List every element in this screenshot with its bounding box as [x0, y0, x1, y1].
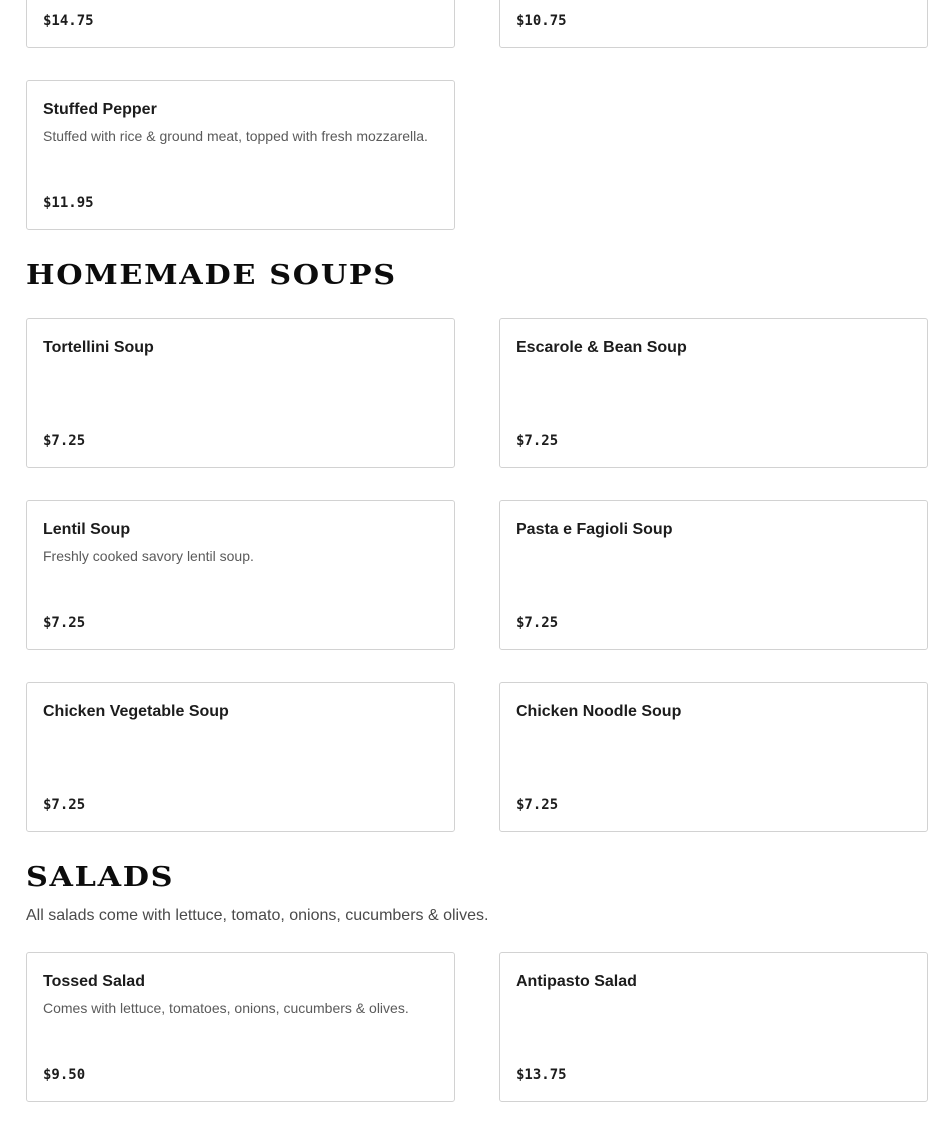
menu-item-name: Lentil Soup [43, 521, 131, 538]
menu-item-card[interactable] [499, 318, 928, 468]
menu-item-price: $7.25 [43, 433, 86, 449]
menu-item-card[interactable] [499, 0, 928, 48]
menu-item-name: Antipasto Salad [516, 973, 637, 990]
menu-item-price: $14.75 [43, 13, 94, 29]
menu-item-card[interactable] [26, 80, 455, 230]
menu-item-description: Freshly cooked savory lentil soup. [43, 548, 254, 564]
menu-item-card[interactable] [26, 952, 455, 1102]
menu-item-card[interactable] [26, 682, 455, 832]
section-title-salads: SALADS [26, 862, 175, 893]
section-title-soups: HOMEMADE SOUPS [26, 260, 397, 291]
menu-item-price: $11.95 [43, 195, 94, 211]
menu-item-description: Comes with lettuce, tomatoes, onions, cucumbers & olives. [43, 1000, 409, 1016]
menu-item-price: $7.25 [516, 797, 559, 813]
menu-item-price: $7.25 [43, 797, 86, 813]
menu-item-price: $7.25 [516, 433, 559, 449]
menu-item-name: Chicken Vegetable Soup [43, 703, 229, 720]
menu-item-price: $7.25 [516, 615, 559, 631]
menu-item-card[interactable] [499, 682, 928, 832]
menu-item-card[interactable] [499, 952, 928, 1102]
menu-item-name: Tortellini Soup [43, 339, 154, 356]
menu-item-description: Stuffed with rice & ground meat, topped with fresh mozzarella. [43, 128, 428, 144]
menu-item-price: $13.75 [516, 1067, 567, 1083]
menu-item-name: Pasta e Fagioli Soup [516, 521, 673, 538]
menu-item-price: $7.25 [43, 615, 86, 631]
menu-item-card[interactable] [26, 0, 455, 48]
menu-item-price: $9.50 [43, 1067, 86, 1083]
menu-item-price: $10.75 [516, 13, 567, 29]
menu-item-card[interactable] [26, 500, 455, 650]
menu-item-name: Escarole & Bean Soup [516, 339, 687, 356]
menu-item-name: Chicken Noodle Soup [516, 703, 682, 720]
menu-item-card[interactable] [499, 500, 928, 650]
menu-item-card[interactable] [26, 318, 455, 468]
section-note-salads: All salads come with lettuce, tomato, onions, cucumbers & olives. [26, 907, 489, 924]
menu-item-name: Tossed Salad [43, 973, 145, 990]
menu-item-name: Stuffed Pepper [43, 101, 157, 118]
